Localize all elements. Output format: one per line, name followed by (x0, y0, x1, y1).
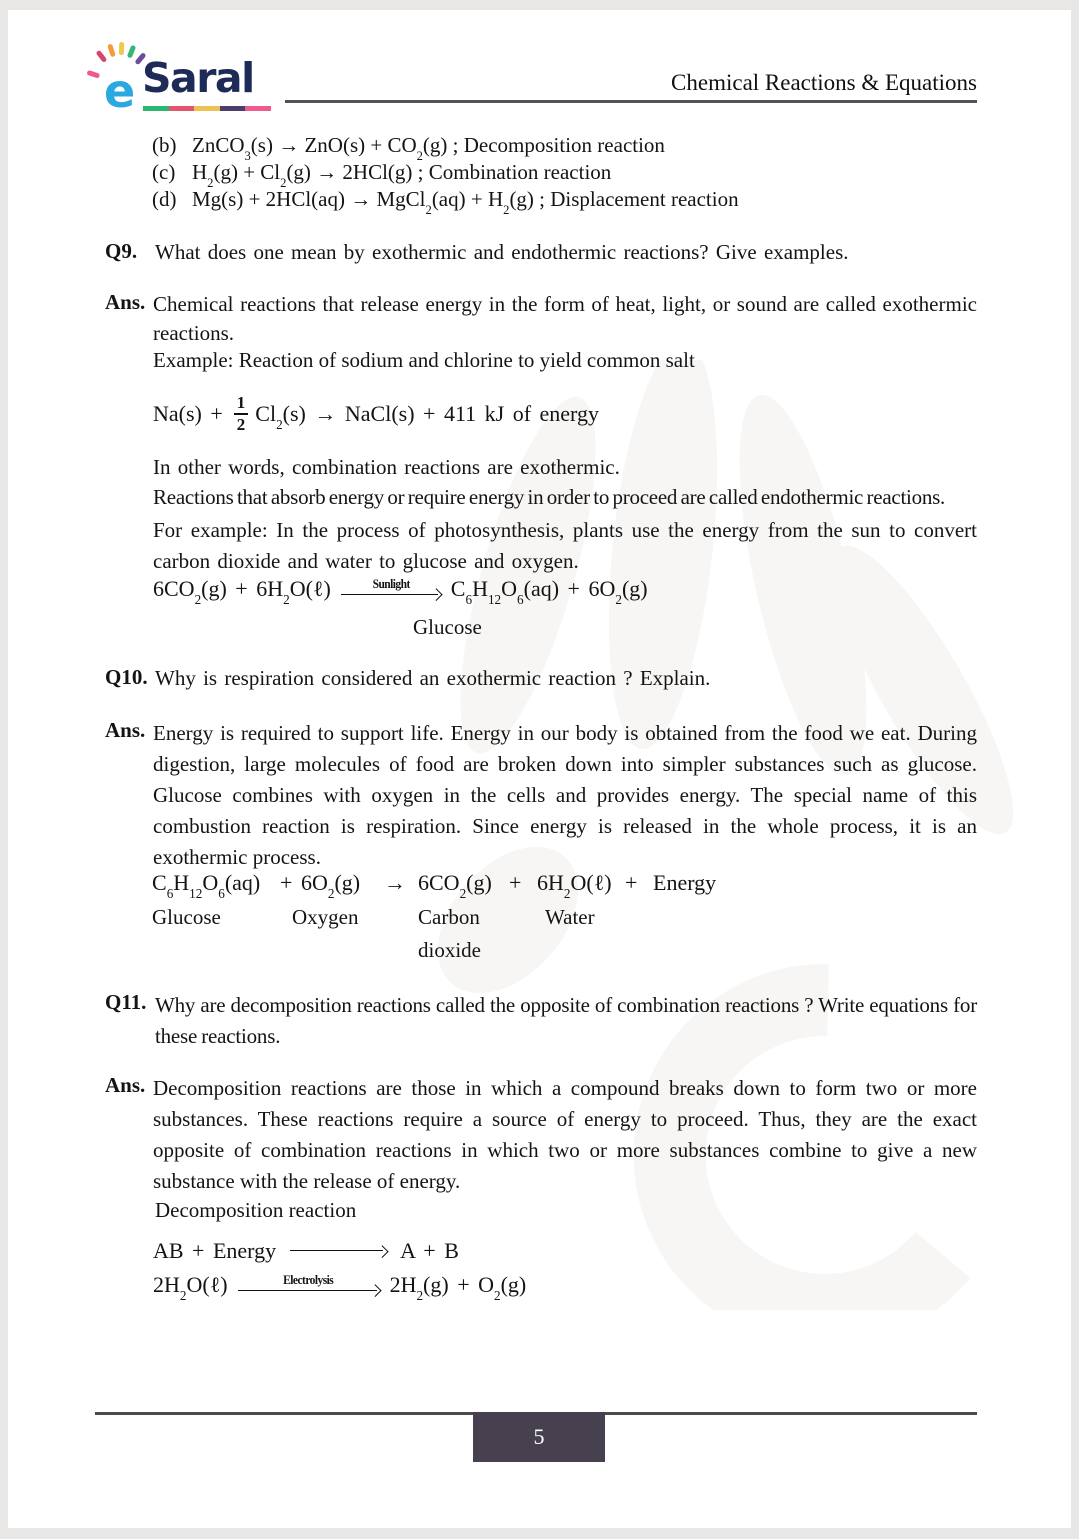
electrolysis-lhs: $2H_2O(\ell)$ (153, 1272, 228, 1304)
reaction-arrow-sunlight (341, 577, 441, 601)
generic-equation-lhs: AB + Energy (153, 1238, 277, 1263)
logo-finger-icon (95, 50, 107, 63)
plus-operator: + (509, 870, 522, 895)
answer-label-q10: Ans. (105, 718, 146, 742)
answer-paragraph-q9: Chemical reactions that release energy in the form of heat, light, or sound are called exothermic reactions. (153, 292, 977, 345)
one-half-fraction (234, 394, 249, 435)
electrolysis-rhs: $2H_2(g) + O_2(g)$ (389, 1272, 527, 1304)
answer-paragraph-q11: Decomposition reactions are those in which a compound breaks down to form two or more substances. These reactions require a source of energy to proceed. Thus, they are the exact opposite of combination reactions in which two or more substances combine to give a new substance with the release of energy. (153, 1076, 977, 1193)
arrow-icon (238, 1284, 380, 1297)
term-name-glucose: Glucose (152, 905, 221, 929)
subheading-decomposition: Decomposition reaction (155, 1198, 357, 1222)
question-text-q10: Why is respiration considered an exothermic reaction ? Explain. (155, 666, 711, 690)
arrow-icon (290, 1245, 386, 1258)
logo-finger-icon (86, 70, 100, 78)
term-name-carbon: Carbon (418, 905, 480, 929)
plus-operator: + (625, 870, 638, 895)
reaction-list-item (8, 132, 1071, 164)
arrow-operator: → (384, 870, 406, 895)
equation-term: $C_6H_{12}O_6(aq)$ (152, 870, 261, 902)
generic-decomposition-equation (153, 1238, 459, 1264)
photosynthesis-lhs: $6CO_2(g)$ + $6H_2O(\ell)$ (153, 576, 331, 608)
electrolysis-equation (153, 1272, 527, 1304)
fraction-numerator: 1 (234, 394, 249, 415)
arrow-icon (341, 588, 441, 601)
equation-term: $6CO_2(g)$ (418, 870, 492, 902)
fraction-denominator: 2 (236, 414, 246, 434)
list-item-label: (b) (152, 133, 177, 157)
body-paragraph-photosynthesis: For example: In the process of photosynthesis, plants use the energy from the sun to convert carbon dioxide and water to glucose and oxygen. (153, 518, 977, 573)
question-text-q11: Why are decomposition reactions called the opposite of combination reactions ? Write equations for these reactions. (155, 993, 977, 1048)
arrow-condition-label: Sunlight (372, 577, 410, 591)
equation-term: $6H_2O(\ell)$ (537, 870, 612, 902)
equation-term: Energy (653, 870, 717, 895)
question-text-q9: What does one mean by exothermic and endothermic reactions? Give examples. (155, 240, 849, 264)
body-line-endothermic: Reactions that absorb energy or require energy in order to proceed are called endothermic reactions. (153, 485, 946, 509)
term-name-water: Water (545, 905, 595, 929)
na-equation-post: $Cl_2(s)$ → NaCl(s) + 411 kJ of energy (255, 401, 599, 433)
header-divider (285, 100, 977, 103)
photosynthesis-equation (153, 576, 648, 608)
reaction-arrow-electrolysis (238, 1273, 380, 1297)
question-number-q11: Q11. (105, 990, 147, 1014)
list-item-label: (d) (152, 187, 177, 211)
term-name-oxygen: Oxygen (292, 905, 359, 929)
term-name-dioxide: dioxide (418, 938, 481, 962)
equation-term: $6O_2(g)$ (301, 870, 361, 902)
reaction-formula: Mg(s) + 2HCl(aq) → MgCl$_2$(aq) + $H_2(g)$ ; Displacement reaction (192, 187, 739, 218)
logo-brand-name: Saral (142, 54, 254, 102)
body-line-exothermic: In other words, combination reactions are exothermic. (153, 455, 620, 479)
arrow-condition-label: Electrolysis (283, 1273, 334, 1287)
na-equation (153, 388, 599, 440)
reaction-formula: $H_2(g) + Cl_2(g) \to 2HCl(g)$ ; Combination reaction (192, 160, 612, 191)
page-number-badge (473, 1412, 605, 1462)
plus-operator: + (280, 870, 293, 895)
answer-label-q11: Ans. (105, 1073, 146, 1097)
logo-finger-icon (107, 44, 115, 58)
list-item-label: (c) (152, 160, 176, 184)
photosynthesis-rhs: $C_6H_{12}O_6(aq) + 6O_2(g)$ (450, 576, 648, 608)
logo-underline (143, 106, 271, 111)
logo-finger-icon (127, 45, 136, 59)
question-number-q9: Q9. (105, 239, 138, 263)
reaction-list (8, 132, 1071, 218)
chapter-title: Chemical Reactions & Equations (671, 70, 977, 95)
reaction-list-item (8, 186, 1071, 218)
generic-equation-rhs: A + B (400, 1238, 459, 1263)
logo-finger-icon (119, 42, 124, 55)
esaral-logo (92, 40, 282, 122)
logo-letter-e: e (104, 64, 136, 118)
na-equation-pre: Na(s) + (153, 401, 223, 426)
product-name-glucose: Glucose (413, 615, 482, 639)
reaction-list-item (8, 159, 1071, 191)
answer-example-q9: Example: Reaction of sodium and chlorine to yield common salt (153, 348, 695, 372)
document-page (8, 10, 1071, 1528)
page-number: 5 (533, 1424, 545, 1449)
answer-label-q9: Ans. (105, 290, 146, 314)
question-number-q10: Q10. (105, 665, 148, 689)
answer-paragraph-q10: Energy is required to support life. Energy in our body is obtained from the food we eat. During digestion, large molecules of food are broken down into simpler substances such as glucose. Glucose combines with oxygen in the cells and provides energy. The special name of this combustion reaction is respiration. Since energy is released in the whole process, it is an exothermic process. (153, 721, 977, 869)
reaction-formula: ZnCO$_3$(s) → $ZnO(s) + CO_2(g)$ ; Decomposition reaction (192, 133, 665, 164)
